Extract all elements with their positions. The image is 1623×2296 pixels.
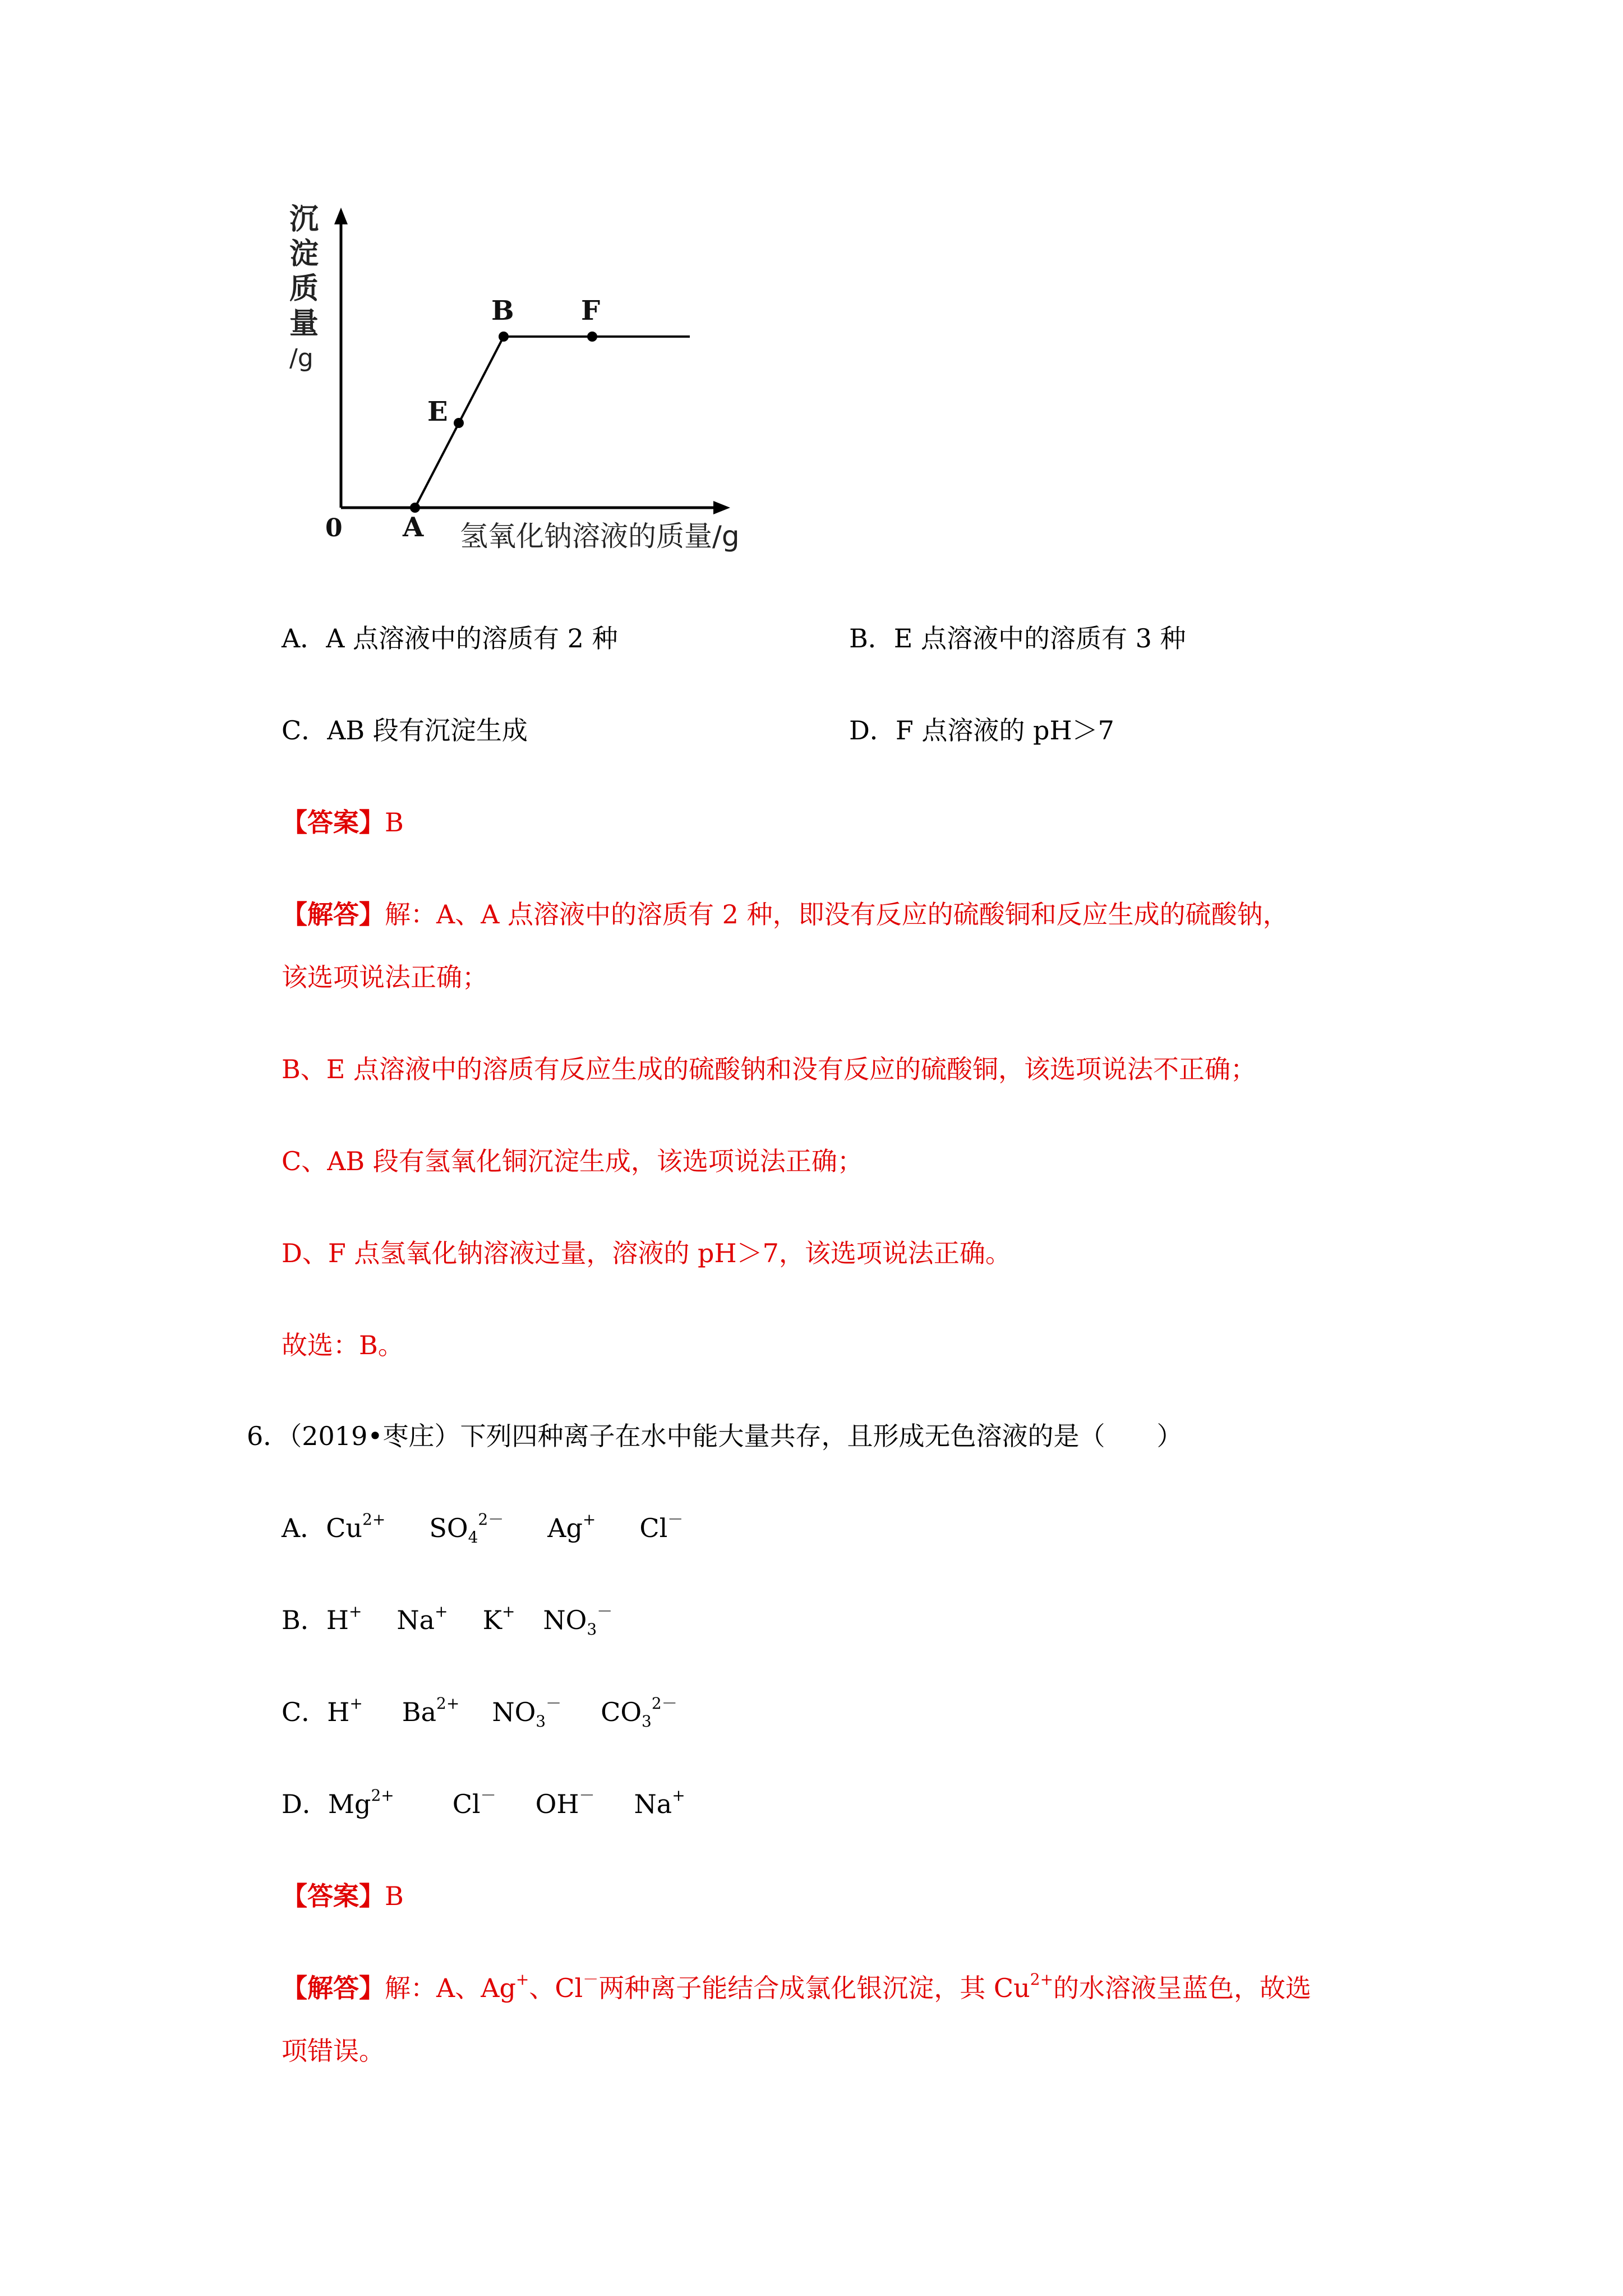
y-label-char: 质: [289, 272, 319, 306]
q6-option-d: [282, 1787, 729, 1821]
q5-option-c: C．AB 段有沉淀生成: [282, 715, 528, 746]
x-axis-arrow: [713, 501, 730, 514]
ion: OH－: [535, 1786, 595, 1819]
q6-option-a: [282, 1511, 727, 1545]
ion: $SO_4^{2-}$: [429, 1510, 504, 1547]
ion: $Ba^{2+}$: [402, 1694, 460, 1727]
q6-analysis-line2: 项错误。: [282, 2036, 385, 2066]
point-E: [454, 418, 464, 428]
q6-answer: [282, 1879, 404, 1913]
label-F: F: [581, 295, 601, 326]
q6-option-c: [282, 1695, 721, 1729]
q6-option-b: [282, 1603, 656, 1637]
option-label: B．: [282, 1605, 326, 1635]
ion: $NO_3^-$: [492, 1694, 562, 1731]
x-axis-label: 氢氧化钠溶液的质量/g: [460, 520, 740, 553]
ion: Ag+: [547, 1510, 596, 1543]
y-label-char: 淀: [289, 237, 319, 271]
ion: Cl－: [639, 1510, 684, 1543]
answer-tag: 【答案】: [282, 1881, 385, 1911]
ion: K+: [482, 1602, 515, 1635]
label-B: B: [491, 295, 514, 326]
answer-value: B: [385, 807, 404, 838]
origin-label: 0: [325, 514, 343, 542]
y-label-char: 量: [289, 307, 319, 341]
q6-stem: 6．（2019•枣庄）下列四种离子在水中能大量共存，且形成无色溶液的是（ ）: [247, 1421, 1183, 1451]
y-axis-arrow: [334, 208, 348, 224]
q5-conclusion: 故选：B。: [282, 1330, 404, 1360]
point-B: [499, 332, 509, 342]
analysis-tag: 【解答】: [282, 1973, 385, 2003]
answer-value: B: [385, 1881, 404, 1911]
ion: Na+: [396, 1602, 448, 1635]
q5-option-b: B．E 点溶液中的溶质有 3 种: [849, 623, 1186, 654]
q5-option-a: A．A 点溶液中的溶质有 2 种: [282, 623, 618, 654]
label-A: A: [403, 512, 424, 543]
q6-analysis-line1: 【解答】解：A、Ag+、Cl－两种离子能结合成氯化银沉淀，其 $Cu^{2+}$的水溶液呈蓝色，故选: [282, 1970, 1312, 2003]
option-label: A．: [282, 1513, 326, 1543]
ion: H+: [326, 1602, 362, 1635]
ion: Na+: [634, 1786, 685, 1819]
point-F: [587, 332, 597, 342]
q5-analysis-line1: [282, 898, 1289, 931]
y-axis-unit: /g: [289, 344, 313, 372]
ion: H+: [327, 1694, 363, 1727]
q5-analysis-b: B、E 点溶液中的溶质有反应生成的硫酸钠和没有反应的硫酸铜，该选项说法不正确；: [282, 1054, 1257, 1084]
precipitate-graph: [275, 202, 780, 583]
analysis-tag: 【解答】: [282, 899, 385, 930]
q5-analysis-c: C、AB 段有氢氧化铜沉淀生成，该选项说法正确；: [282, 1146, 863, 1176]
q5-answer: [282, 806, 404, 839]
ion: Cl－: [452, 1786, 496, 1819]
ion: $Cu^{2+}$: [326, 1510, 386, 1543]
ion: $CO_3^{2-}$: [601, 1694, 677, 1731]
q5-analysis-d: D、F 点氢氧化钠溶液过量，溶液的 pH＞7，该选项说法正确。: [282, 1238, 1011, 1268]
option-label: D．: [282, 1789, 328, 1819]
ion: $Mg^{2+}$: [328, 1786, 394, 1819]
y-label-char: 沉: [289, 203, 319, 236]
q5-analysis-line2: 该选项说法正确；: [282, 962, 488, 992]
analysis-text: 解：A、A 点溶液中的溶质有 2 种，即没有反应的硫酸铜和反应生成的硫酸钠，: [385, 899, 1289, 930]
label-E: E: [427, 396, 448, 427]
ion: $NO_3^-$: [543, 1602, 613, 1639]
q5-option-d: D．F 点溶液的 pH＞7: [849, 715, 1114, 746]
y-axis-label: [289, 202, 323, 376]
answer-tag: 【答案】: [282, 807, 385, 838]
option-label: C．: [282, 1697, 328, 1727]
